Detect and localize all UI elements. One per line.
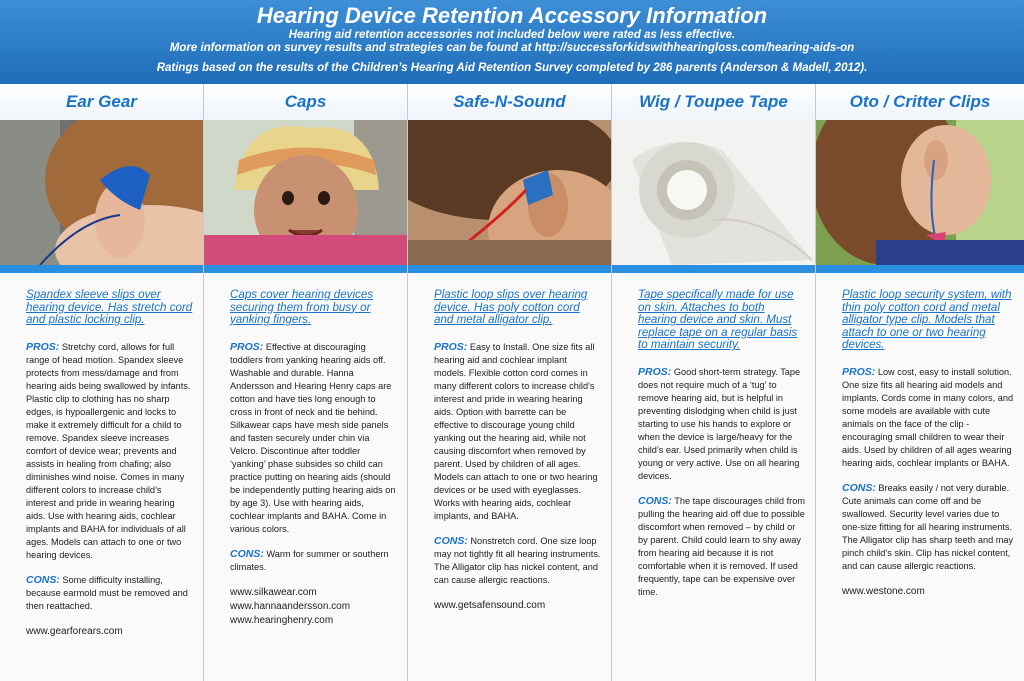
column-oto-critter-clips bbox=[816, 84, 1024, 681]
description: Plastic loop security system, with thin poly cotton cord and metal alligator type clip. Models that attach to one or two hearing devices. bbox=[842, 288, 1012, 351]
accent-band bbox=[408, 265, 611, 273]
cons-text bbox=[638, 495, 805, 599]
description: Plastic loop slips over hearing device. Has poly cotton cord and metal alligator clip. bbox=[434, 288, 588, 326]
column-title: Wig / Toupee Tape bbox=[612, 84, 815, 120]
description: Tape specifically made for use on skin. Attaches to both hearing device and skin. Must replace tape on a regular basis to maintain security. bbox=[638, 288, 798, 351]
cons-body: The tape discourages child from pulling the hearing aid off due to possible discomfort when removed – by child or by parent. Child could learn to shy away from hearing aid because it is not comfortable when it is removed. If used frequently, tape can be expensive over time. bbox=[638, 495, 805, 597]
header-rating-note: Ratings based on the results of the Children’s Hearing Aid Retention Survey completed by 286 parents (Anderson & Madell, 2012). bbox=[156, 62, 868, 74]
cons-body: Nonstretch cord. One size loop may not tightly fit all hearing instruments. The Alligator clip has nickel content, and can cause allergic reactions. bbox=[434, 535, 601, 585]
website-link[interactable]: www.hannaandersson.com bbox=[230, 600, 351, 612]
column-title: Oto / Critter Clips bbox=[816, 84, 1024, 120]
column-ear-gear bbox=[0, 84, 204, 681]
pros-body: Good short-term strategy. Tape does not require much of a ‘tug’ to remove hearing aid, but is helpful in preventing dislodging when child is just starting to use his hands to explore or when the device is large/heavy for the child’s ear. Used primarily when child is young or very active. Use on all hearing devices. bbox=[638, 366, 801, 481]
website-link[interactable]: www.hearinghenry.com bbox=[230, 614, 334, 626]
pros-text bbox=[638, 366, 805, 483]
pros-body: Low cost, easy to install solution. One size fits all hearing aid models and implants. Cords come in many colors, and some models are available with cute animals on the face of the clip - encouraging small children to wear their aids. Used by children of all ages wearing hearing aids, cochlear implants or BAHA. bbox=[842, 366, 1014, 468]
cons-body: Warm for summer or southern climates. bbox=[230, 548, 389, 572]
column-title: Ear Gear bbox=[0, 84, 203, 120]
pros-label: PROS: bbox=[842, 365, 876, 378]
pros-label: PROS: bbox=[434, 340, 468, 353]
website-link[interactable]: www.gearforears.com bbox=[26, 625, 123, 637]
accent-band bbox=[204, 265, 407, 273]
website-link[interactable]: www.getsafensound.com bbox=[434, 599, 546, 611]
cons-label: CONS: bbox=[434, 534, 468, 547]
cons-label: CONS: bbox=[26, 573, 60, 586]
pros-body: Effective at discouraging toddlers from yanking hearing aids off. Washable and durable. Hanna Andersson and Hearing Henry caps are cotton and have ties long enough to cross in front of neck and tie behind. Silkawear caps have mesh side panels and fasten securely under chin via Velcro. Discontinue after toddler ‘yanking’ phase subsides so child can practice putting on hearing aids (should be independently putting hearing aids on by age 3). Use with hearing aids, cochlear implants and BAHA. Come in various colors. bbox=[230, 341, 396, 534]
pros-text bbox=[434, 341, 601, 523]
description: Spandex sleeve slips over hearing device. Has stretch cord and plastic locking clip. bbox=[26, 288, 193, 326]
pros-body: Stretchy cord, allows for full range of head motion. Spandex sleeve protects from mess/damage and from hearing aids being swallowed by infants. Plastic clip to clothing has no sharp edges, is hypoallergenic and locks to make it extremely difficult for a child to remove. Spandex sleeve increases comfort of device wear; prevents and assists in healing from chafing; also diminishes wind noise. Comes in many different colors to increase child’s interest and pride in wearing hearing aids. Use with hearing aids, cochlear implants and BAHA for individuals of all ages. Models can attach to one or two hearing devices. bbox=[26, 341, 191, 560]
tape-photo bbox=[612, 120, 815, 265]
website-link[interactable]: www.silkawear.com bbox=[230, 586, 317, 598]
column-safe-n-sound bbox=[408, 84, 612, 681]
header-banner bbox=[0, 0, 1024, 84]
oto-clips-photo bbox=[816, 120, 1024, 265]
safe-n-sound-photo bbox=[408, 120, 611, 265]
column-wig-toupee-tape bbox=[612, 84, 816, 681]
pros-text bbox=[26, 341, 193, 562]
page-title: Hearing Device Retention Accessory Information bbox=[256, 3, 768, 28]
cons-label: CONS: bbox=[230, 547, 264, 560]
pros-label: PROS: bbox=[230, 340, 264, 353]
header-note: Hearing aid retention accessories not included below were rated as less effective. bbox=[288, 29, 736, 41]
cons-text bbox=[434, 535, 601, 587]
cons-text bbox=[842, 482, 1014, 573]
column-caps bbox=[204, 84, 408, 681]
cons-text bbox=[230, 548, 397, 574]
pros-body: Easy to Install. One size fits all hearing aid and cochlear implant models. Flexible cotton cord comes in many different colors to increase child’s interest and pride in wearing hearing aids. Option with barrette can be effective to discourage young child yanking out the hearing aid, while not causing discomfort when removed by parent. Used by children of all ages. Models can attach to one or two hearing devices or be used with eyeglasses. Works with hearing aids, cochlear implants, and BAHA. bbox=[434, 341, 598, 521]
cons-body: Some difficulty installing, because earmold must be removed and then reattached. bbox=[26, 574, 188, 611]
column-title: Caps bbox=[204, 84, 407, 120]
pros-label: PROS: bbox=[638, 365, 672, 378]
cons-text bbox=[26, 574, 193, 613]
cons-label: CONS: bbox=[842, 481, 876, 494]
website-link[interactable]: www.westone.com bbox=[842, 585, 925, 597]
accent-band bbox=[0, 265, 203, 273]
cons-label: CONS: bbox=[638, 494, 672, 507]
column-title: Safe-N-Sound bbox=[408, 84, 611, 120]
pros-label: PROS: bbox=[26, 340, 60, 353]
cons-body: Breaks easily / not very durable. Cute animals can come off and be swallowed. Security level varies due to one-size fitting for all hearing instruments. The Alligator clip has sharp teeth and may pinch child’s skin. Clip has nickel content, and can cause allergic reactions. bbox=[842, 482, 1014, 571]
caps-photo bbox=[204, 120, 407, 265]
pros-text bbox=[230, 341, 397, 536]
accent-band bbox=[816, 265, 1024, 273]
pros-text bbox=[842, 366, 1014, 470]
header-more-info: More information on survey results and strategies can be found at http://successforkidswithhearingloss.com/hearing-aids-on bbox=[169, 42, 855, 54]
description: Caps cover hearing devices securing them from busy or yanking fingers. bbox=[230, 288, 374, 326]
ear-gear-photo bbox=[0, 120, 203, 265]
accent-band bbox=[612, 265, 815, 273]
